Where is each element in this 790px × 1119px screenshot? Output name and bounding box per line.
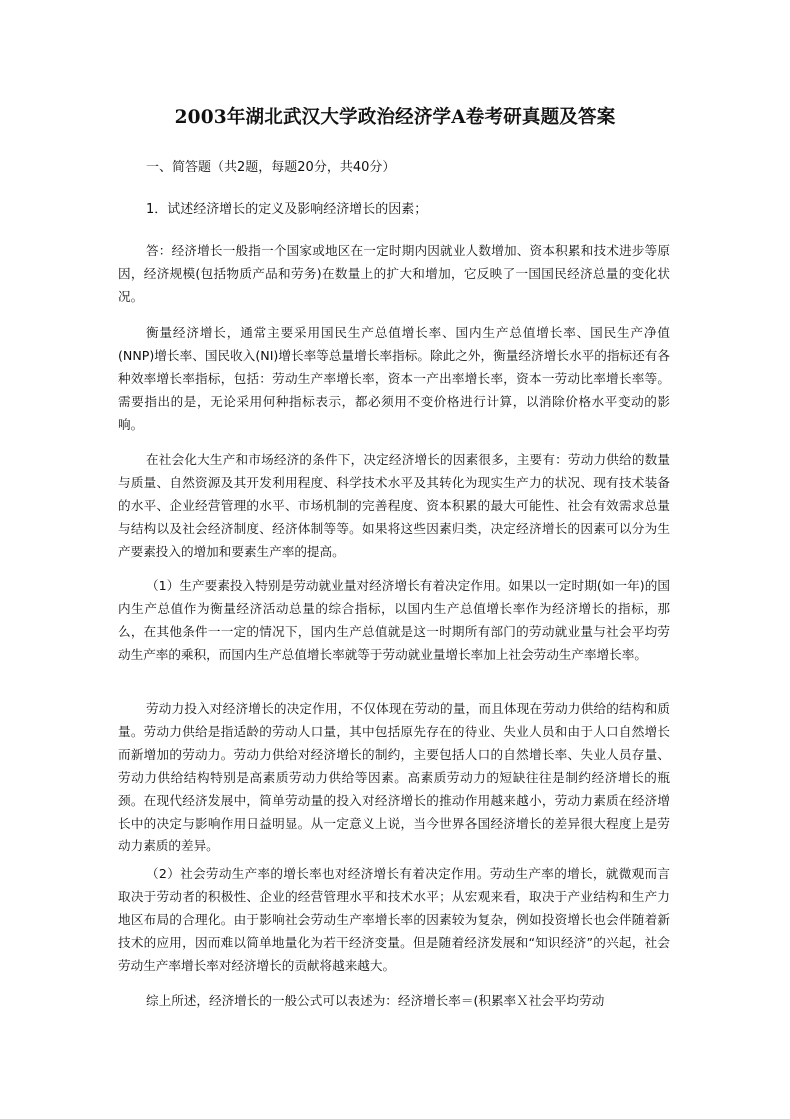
answer-paragraph-2: 衡量经济增长，通常主要采用国民生产总值增长率、国内生产总值增长率、国民生产净值(NNP)增长率、国民收入(NI)增长率等总量增长率指标。除此之外，衡量经济增长水平的指标还有各种效率增长率指标，包括：劳动生产率增长率，资本一产出率增长率，资本一劳动比率增长率等。需要指出的是，无论采用何种指标表示，都必须用不变价格进行计算，以消除价格水平变动的影响。 [118, 325, 670, 432]
answer-paragraph-1: 答：经济增长一般指一个国家或地区在一定时期内因就业人数增加、资本积累和技术进步等原因，经济规模(包括物质产品和劳务)在数量上的扩大和增加，它反映了一国国民经济总量的变化状况。 [118, 243, 670, 304]
answer-paragraph-7: 综上所述，经济增长的一般公式可以表述为：经济增长率＝(积累率Ｘ社会平均劳动 [146, 993, 605, 1008]
document-title: 2003年湖北武汉大学政治经济学A卷考研真题及答案 [174, 107, 616, 128]
answer-paragraph-6: （2）社会劳动生产率的增长率也对经济增长有着决定作用。劳动生产率的增长，就微观而言取决于劳动者的积极性、企业的经营管理水平和技术水平；从宏观来看，取决于产业结构和生产力地区布局的合理化。由于影响社会劳动生产率增长率的因素较为复杂，例如投资增长也会伴随着新技术的应用，因而难以简单地量化为若干经济变量。但是随着经济发展和“知识经济”的兴起，社会劳动生产率增长率对经济增长的贡献将越来越大。 [118, 866, 670, 973]
answer-paragraph-5: 劳动力投入对经济增长的决定作用，不仅体现在劳动的量，而且体现在劳动力供给的结构和质量。劳动力供给是指适龄的劳动人口量，其中包括原先存在的待业、失业人员和由于人口自然增长而新增加的劳动力。劳动力供给对经济增长的制约，主要包括人口的自然增长率、失业人员存量、劳动力供给结构特别是高素质劳动力供给等因素。高素质劳动力的短缺往往是制约经济增长的瓶颈。在现代经济发展中，简单劳动量的投入对经济增长的推动作用越来越小，劳动力素质在经济增长中的决定与影响作用日益明显。从一定意义上说，当今世界各国经济增长的差异很大程度上是劳动力素质的差异。 [118, 701, 670, 854]
question-1: 1．试述经济增长的定义及影响经济增长的因素； [146, 202, 428, 217]
answer-paragraph-3: 在社会化大生产和市场经济的条件下，决定经济增长的因素很多，主要有：劳动力供给的数量与质量、自然资源及其开发利用程度、科学技术水平及其转化为现实生产力的状况、现有技术装备的水平、企业经营管理的水平、市场机制的完善程度、资本积累的最大可能性、社会有效需求总量与结构以及社会经济制度、经济体制等等。如果将这些因素归类，决定经济增长的因素可以分为生产要素投入的增加和要素生产率的提高。 [118, 452, 670, 559]
section-heading: 一、简答题（共2题，每题20分，共40分） [146, 160, 396, 175]
answer-paragraph-4: （1）生产要素投入特别是劳动就业量对经济增长有着决定作用。如果以一定时期(如一年)的国内生产总值作为衡量经济活动总量的综合指标，以国内生产总值增长率作为经济增长的指标，那么，在其他条件一一定的情况下，国内生产总值就是这一时期所有部门的劳动就业量与社会平均劳动生产率的乘积，而国内生产总值增长率就等于劳动就业量增长率加上社会劳动生产率增长率。 [118, 578, 670, 662]
